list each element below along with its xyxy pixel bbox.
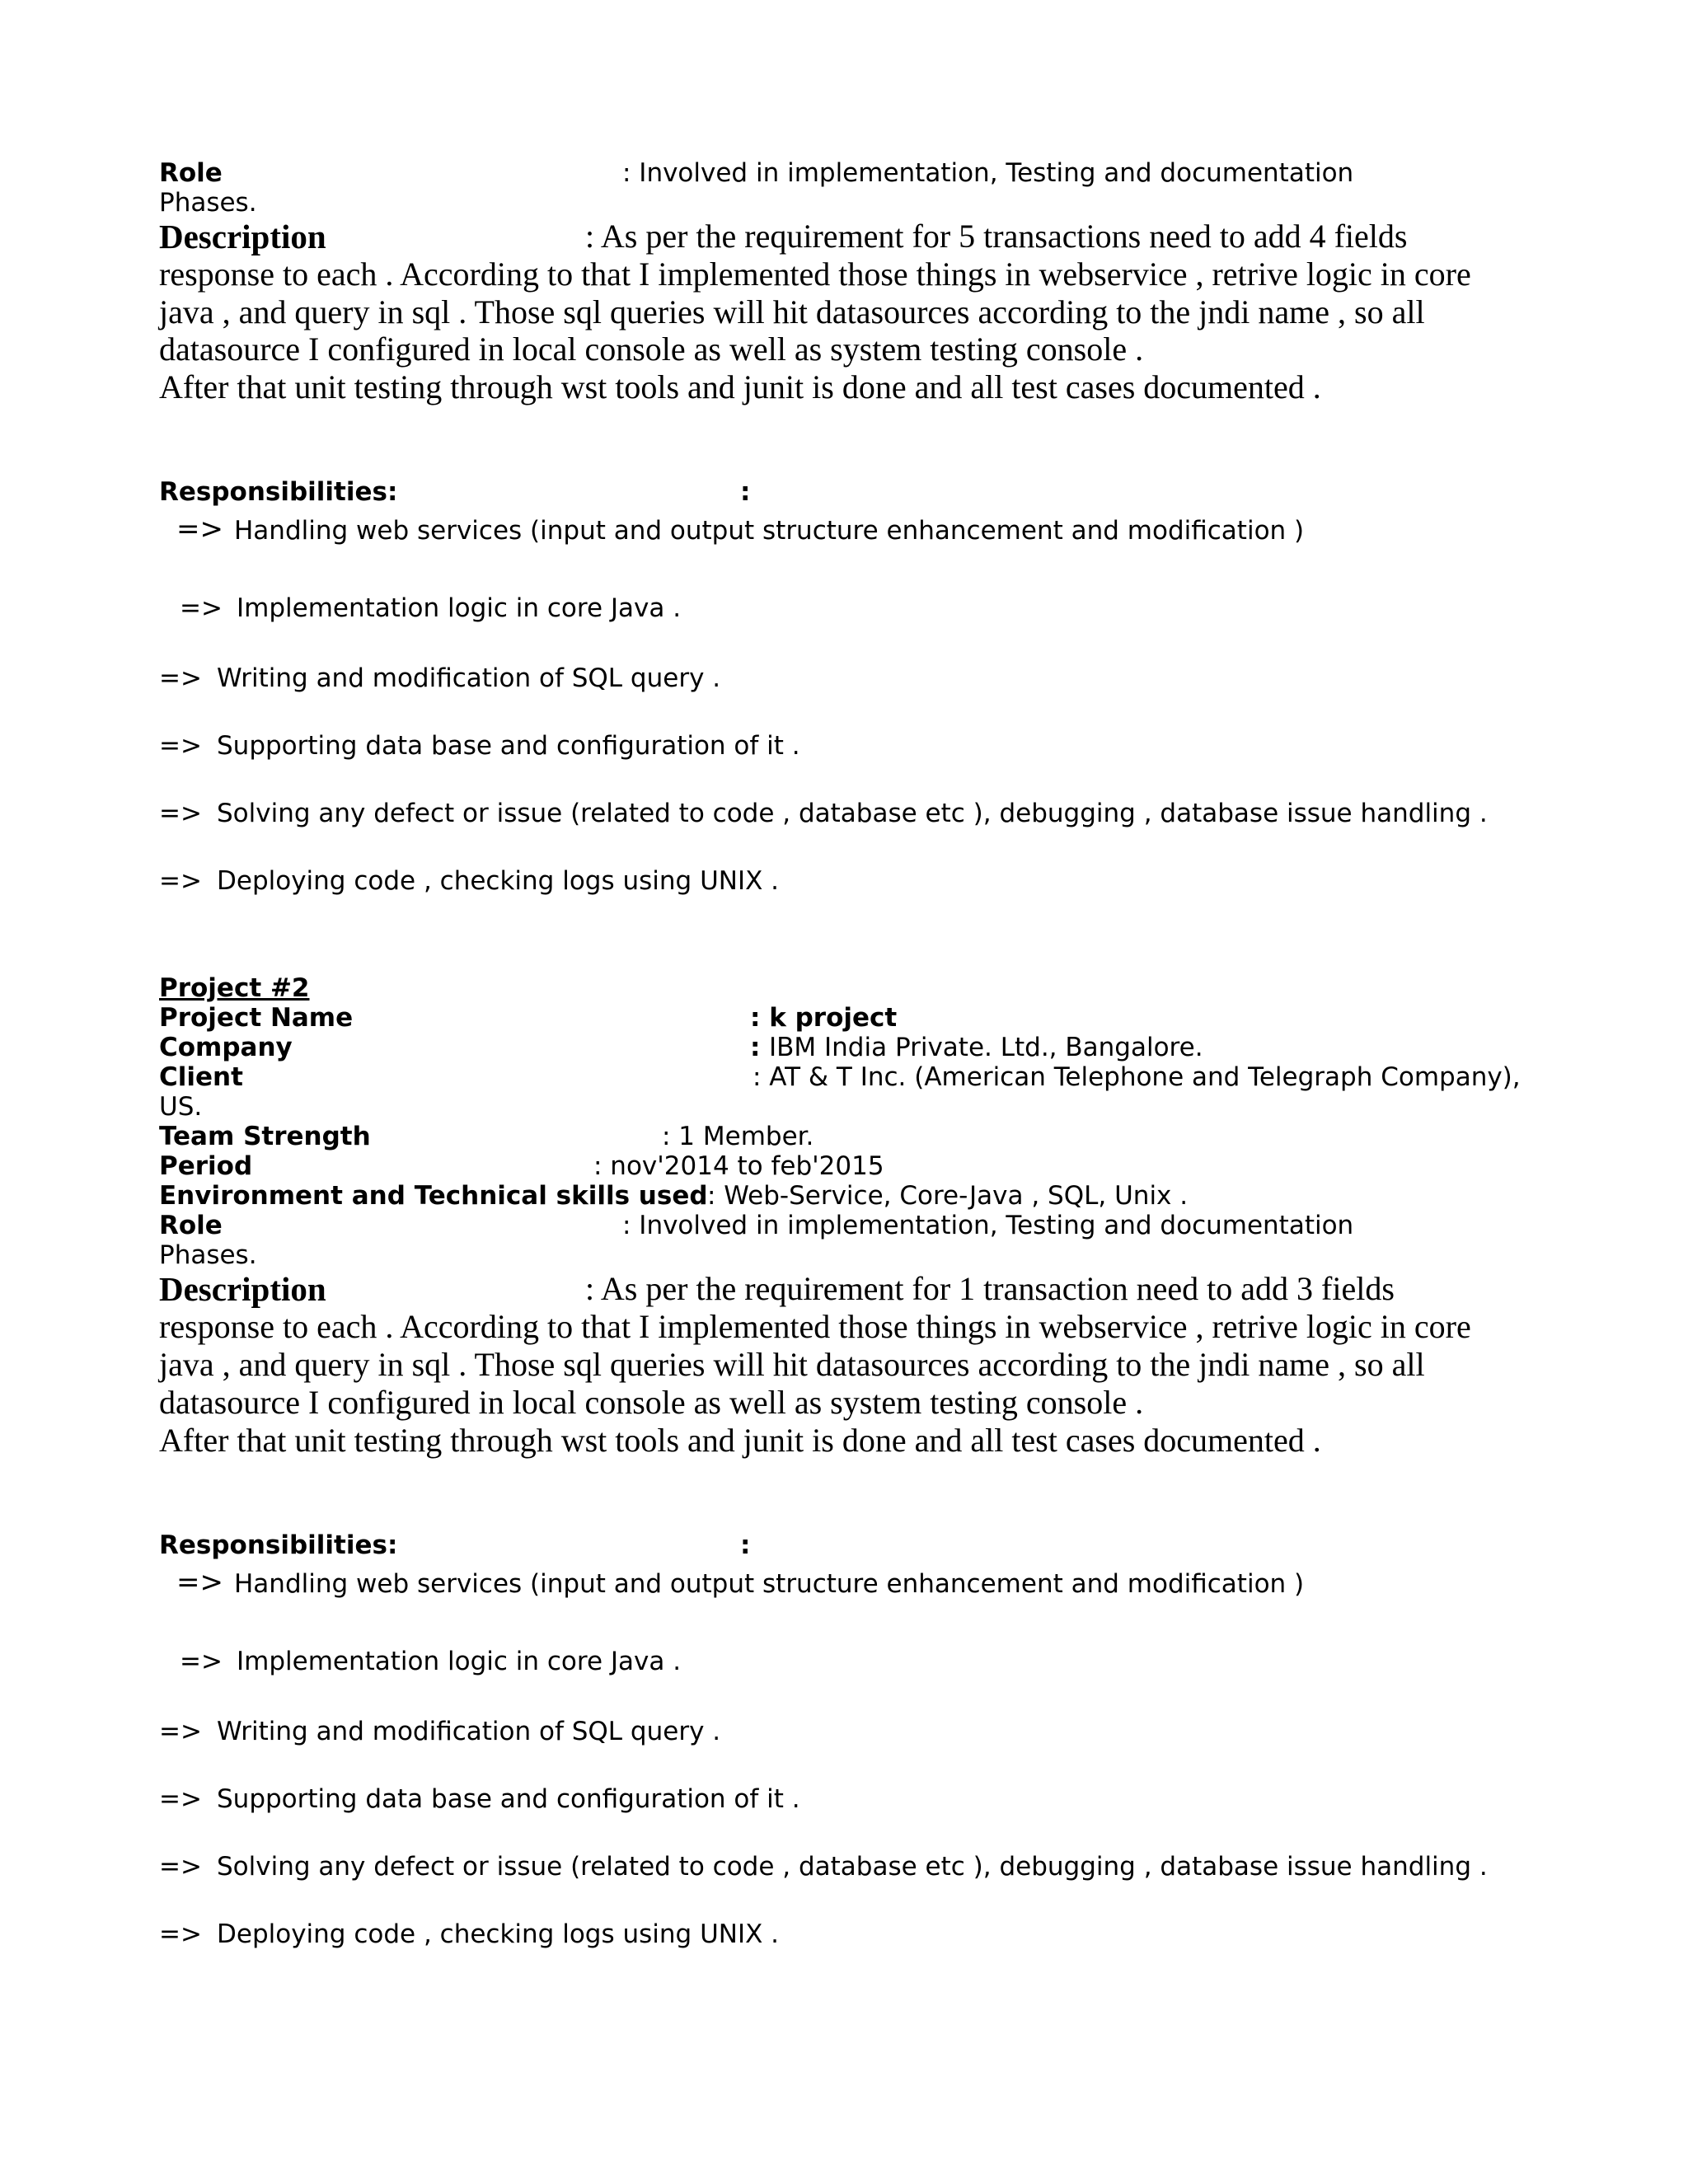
arrow-marker: => (176, 513, 223, 546)
role-value: : Involved in implementation, Testing and documentation (622, 1211, 1354, 1240)
arrow-marker: => (159, 1852, 202, 1882)
description-label: Description (159, 218, 326, 255)
client-label: Client (159, 1062, 243, 1092)
role-wrap: Phases. (159, 188, 257, 218)
responsibility-item: Supporting data base and configuration of it . (217, 1784, 800, 1814)
responsibility-item: Writing and modification of SQL query . (217, 1717, 721, 1746)
company-colon: : (750, 1033, 761, 1062)
arrow-marker: => (159, 1784, 202, 1814)
responsibilities-colon: : (740, 477, 751, 507)
environment-label: Environment and Technical skills used (159, 1181, 708, 1211)
description-line: response to each . According to that I implemented those things in webservice , retrive logic in core (159, 1308, 1471, 1345)
role-label: Role (159, 1211, 223, 1240)
environment-value: : Web-Service, Core-Java , SQL, Unix . (707, 1181, 1189, 1211)
role-wrap: Phases. (159, 1240, 257, 1270)
description-line: After that unit testing through wst tools and junit is done and all test cases documented . (159, 368, 1321, 405)
company-value: IBM India Private. Ltd., Bangalore. (769, 1033, 1203, 1062)
description-line: datasource I configured in local console as well as system testing console . (159, 1384, 1144, 1421)
arrow-marker: => (159, 866, 202, 896)
period-label: Period (159, 1151, 253, 1181)
responsibility-item: Deploying code , checking logs using UNIX . (217, 1919, 780, 1949)
team-strength-value: : 1 Member. (662, 1122, 814, 1151)
responsibilities-label: Responsibilities: (159, 477, 398, 507)
arrow-marker: => (180, 1647, 223, 1676)
responsibilities-label: Responsibilities: (159, 1530, 398, 1560)
responsibility-item: Implementation logic in core Java . (237, 1647, 682, 1676)
description-label: Description (159, 1270, 326, 1308)
arrow-marker: => (159, 1919, 202, 1949)
period-value: : nov'2014 to feb'2015 (593, 1151, 884, 1181)
responsibility-item: Implementation logic in core Java . (237, 593, 682, 623)
project-name-value: : k project (750, 1003, 898, 1033)
responsibility-item: Handling web services (input and output structure enhancement and modification ) (234, 1569, 1305, 1599)
arrow-marker: => (159, 799, 202, 828)
description-line: datasource I configured in local console as well as system testing console . (159, 330, 1144, 368)
description-line: response to each . According to that I implemented those things in webservice , retrive logic in core (159, 255, 1471, 293)
arrow-marker: => (176, 1566, 223, 1599)
client-value: : AT & T Inc. (American Telephone and Telegraph Company), (753, 1062, 1521, 1092)
description-first-line: : As per the requirement for 5 transactions need to add 4 fields (585, 218, 1408, 255)
responsibility-item: Solving any defect or issue (related to code , database etc ), debugging , database issue handling . (217, 1852, 1488, 1882)
arrow-marker: => (159, 731, 202, 761)
responsibility-item: Handling web services (input and output structure enhancement and modification ) (234, 516, 1305, 546)
responsibility-item: Deploying code , checking logs using UNIX . (217, 866, 780, 896)
project-name-label: Project Name (159, 1003, 354, 1033)
responsibility-item: Solving any defect or issue (related to code , database etc ), debugging , database issue handling . (217, 799, 1488, 828)
arrow-marker: => (180, 593, 223, 623)
company-label: Company (159, 1033, 293, 1062)
description-line: java , and query in sql . Those sql queries will hit datasources according to the jndi name , so all (159, 1346, 1425, 1383)
responsibility-item: Writing and modification of SQL query . (217, 663, 721, 693)
project-heading: Project #2 (159, 973, 310, 1003)
arrow-marker: => (159, 1717, 202, 1746)
role-label: Role (159, 158, 223, 188)
responsibility-item: Supporting data base and configuration of it . (217, 731, 800, 761)
responsibilities-colon: : (740, 1530, 751, 1560)
description-line: After that unit testing through wst tools and junit is done and all test cases documented . (159, 1422, 1321, 1459)
role-value: : Involved in implementation, Testing and documentation (622, 158, 1354, 188)
client-wrap: US. (159, 1092, 203, 1122)
description-first-line: : As per the requirement for 1 transaction need to add 3 fields (585, 1270, 1395, 1307)
arrow-marker: => (159, 663, 202, 693)
description-line: java , and query in sql . Those sql queries will hit datasources according to the jndi name , so all (159, 293, 1425, 330)
team-strength-label: Team Strength (159, 1122, 371, 1151)
